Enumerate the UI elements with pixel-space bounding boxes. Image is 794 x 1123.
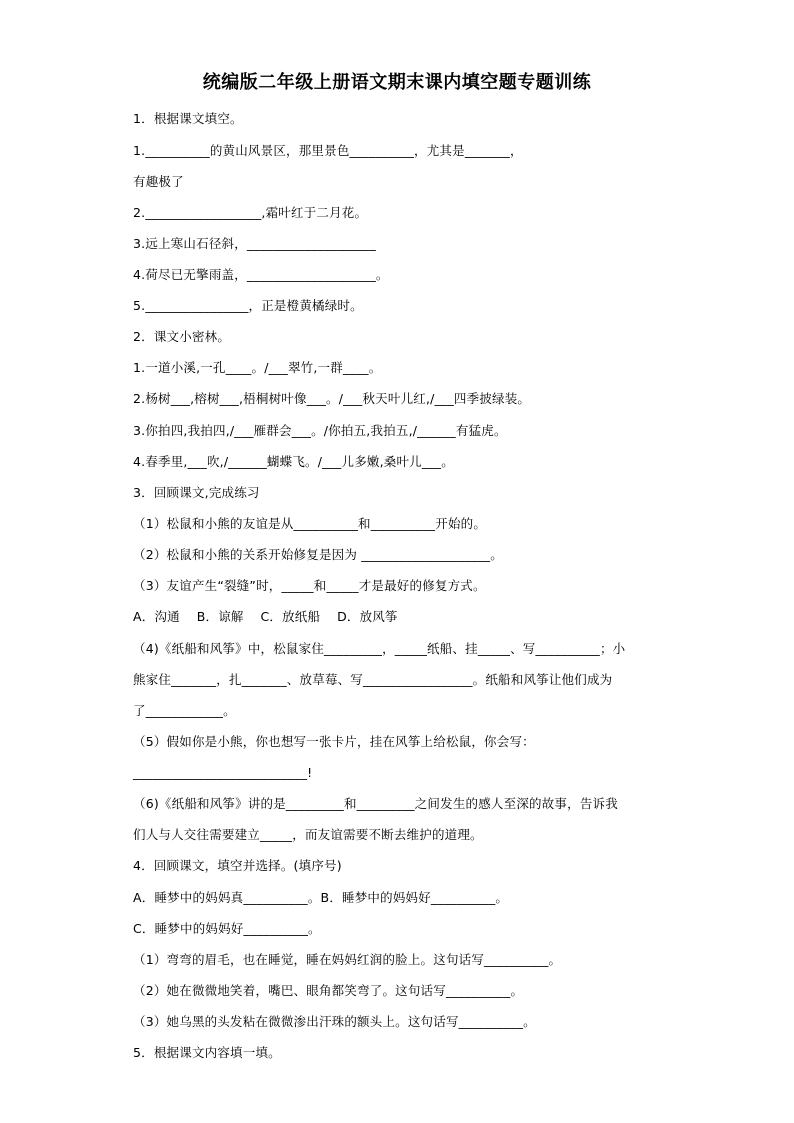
question-4-option-c: C．睡梦中的妈妈好__________。	[133, 921, 321, 936]
question-1-item-1: 1.__________的黄山风景区，那里景色__________，尤其是_______，	[133, 143, 523, 158]
question-3-part-5-answer: ___________________________!	[133, 765, 313, 780]
question-4-part-3: （3）她乌黑的头发粘在微微渗出汗珠的额头上。这句话写__________。	[133, 1014, 536, 1029]
question-2-item-1: 1.一道小溪,一孔____。/___翠竹,一群____。	[133, 360, 382, 375]
question-3-part-2: （2）松鼠和小熊的关系开始修复是因为 ____________________。	[133, 547, 503, 562]
question-2-item-2: 2.杨树___,榕树___,梧桐树叶像___。/___秋天叶儿红,/___四季披绿装。	[133, 391, 531, 406]
question-1-item-5: 5.________________，正是橙黄橘绿时。	[133, 298, 363, 313]
question-3-part-3: （3）友谊产生“裂缝”时，_____和_____才是最好的修复方式。	[133, 578, 486, 593]
document-title: 统编版二年级上册语文期末课内填空题专题训练	[202, 72, 592, 93]
question-3-part-6-cont: 们人与人交往需要建立_____，而友谊需要不断去维护的道理。	[133, 827, 483, 842]
question-4-part-2: （2）她在微微地笑着，嘴巴、眼角都笑弯了。这句话写__________。	[133, 983, 524, 998]
question-1-heading: 1．根据课文填空。	[133, 111, 243, 126]
question-2-item-3: 3.你拍四,我拍四,/___雁群会___。/你拍五,我拍五,/______有猛虎。	[133, 423, 507, 438]
question-1-item-2: 2.__________________,霜叶红于二月花。	[133, 205, 368, 220]
question-3-part-4: （4)《纸船和风筝》中，松鼠家住_________，_____纸船、挂_____、写__________；小	[133, 641, 626, 656]
question-3-part-4-end: 了____________。	[133, 703, 236, 718]
question-3-options: A．沟通 B．谅解 C．放纸船 D．放风筝	[133, 609, 398, 624]
question-4-part-1: （1）弯弯的眉毛，也在睡觉，睡在妈妈红润的脸上。这句话写__________。	[133, 952, 562, 967]
question-1-item-3: 3.远上寒山石径斜，____________________	[133, 236, 376, 251]
question-3-heading: 3．回顾课文,完成练习	[133, 485, 260, 500]
question-2-item-4: 4.春季里,___吹,/______蝴蝶飞。/___儿多嫩,桑叶儿___。	[133, 454, 454, 469]
question-3-part-6: （6)《纸船和风筝》讲的是_________和_________之间发生的感人至深的故事，告诉我	[133, 796, 618, 811]
question-5-heading: 5．根据课文内容填一填。	[133, 1045, 281, 1060]
question-3-part-5: （5）假如你是小熊，你也想写一张卡片，挂在风筝上给松鼠，你会写：	[133, 734, 535, 749]
question-1-item-4: 4.荷尽已无擎雨盖，____________________。	[133, 267, 389, 282]
question-4-options-ab: A．睡梦中的妈妈真__________。B．睡梦中的妈妈好__________。	[133, 890, 509, 905]
question-1-item-1-cont: 有趣极了	[133, 174, 184, 189]
question-2-heading: 2．课文小密林。	[133, 329, 231, 344]
question-3-part-4-cont: 熊家住_______，扎_______、放草莓、写_________________。纸船和风筝让他们成为	[133, 672, 613, 687]
question-3-part-1: （1）松鼠和小熊的友谊是从__________和__________开始的。	[133, 516, 487, 531]
question-4-heading: 4．回顾课文，填空并选择。(填序号)	[133, 858, 342, 873]
